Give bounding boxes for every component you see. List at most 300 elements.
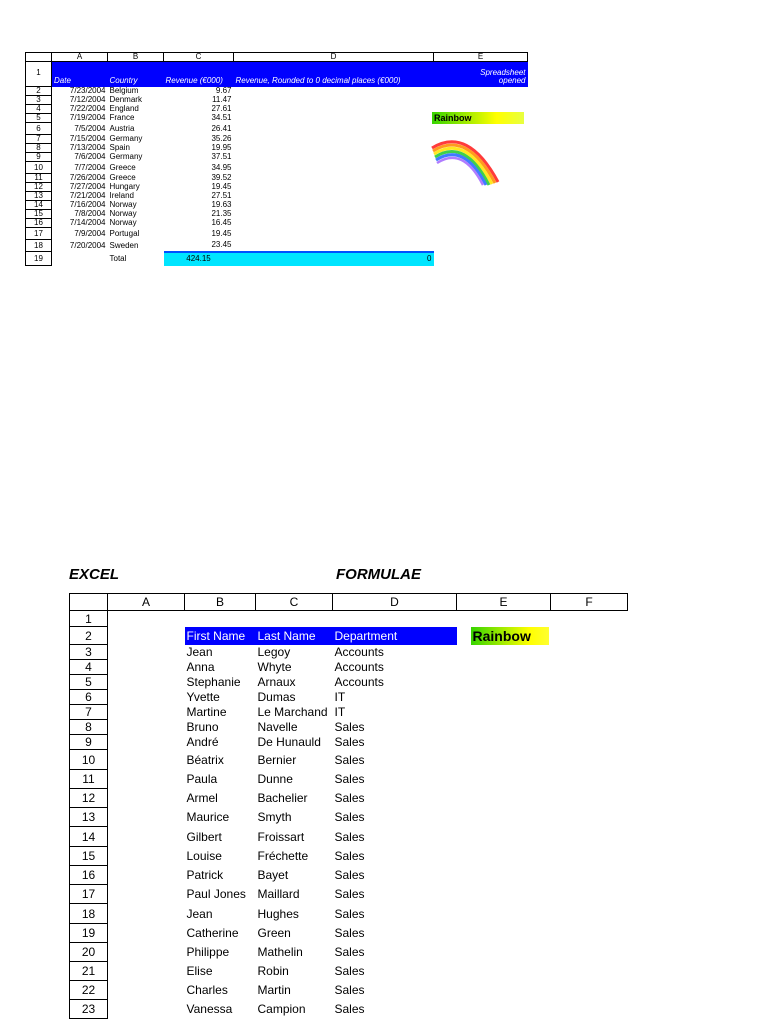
last-name-cell[interactable]: Bachelier [257,791,308,805]
row-number[interactable]: 3 [26,96,52,105]
last-name-cell[interactable]: Bernier [257,752,297,767]
total-rounded[interactable]: 0 [234,252,434,266]
country-cell[interactable]: Hungary [109,182,140,191]
first-name-cell[interactable]: André [186,735,219,749]
table-row [70,720,628,735]
last-name-cell[interactable]: Dumas [257,690,296,704]
revenue-cell[interactable]: 21.35 [211,209,232,218]
last-name-cell[interactable]: De Hunauld [257,735,321,749]
row-number[interactable]: 12 [26,183,52,192]
cell-a[interactable] [108,660,185,675]
department-cell[interactable]: IT [334,705,346,719]
column-header-a[interactable]: A [108,594,185,611]
header-opened-line2: opened [498,75,526,85]
rounded-cell[interactable] [234,228,434,240]
row-number[interactable]: 18 [26,240,52,252]
first-name-cell[interactable]: Bruno [186,720,219,734]
cell-e[interactable] [457,885,551,904]
cell-f[interactable] [551,645,628,660]
first-name-cell[interactable]: Armel [186,791,218,805]
row-number[interactable]: 8 [26,144,52,153]
table-row [70,735,628,750]
cell-f[interactable] [551,735,628,750]
revenue-cell[interactable]: 39.52 [211,173,232,182]
last-name-cell[interactable]: Campion [257,1002,306,1016]
cell-a[interactable] [108,675,185,690]
country-cell[interactable]: Norway [109,200,137,209]
table-row [70,675,628,690]
department-cell[interactable]: Sales [334,926,365,940]
date-cell[interactable]: 7/9/2004 [74,228,106,238]
first-name-cell[interactable]: Yvette [186,690,220,704]
cell-e[interactable] [457,660,551,675]
cell-a[interactable] [108,705,185,720]
date-cell[interactable]: 7/15/2004 [69,134,106,143]
cell-e[interactable] [457,627,551,645]
table-row [70,690,628,705]
last-name-cell[interactable]: Green [257,926,291,940]
first-name-cell[interactable]: Jean [186,906,213,921]
row-number[interactable]: 8 [70,720,108,735]
cell-a[interactable] [108,924,185,943]
cell-e[interactable] [457,962,551,981]
table-row [70,981,628,1000]
cell-a[interactable] [108,750,185,770]
row-number[interactable]: 14 [70,827,108,847]
revenue-cell[interactable]: 27.61 [211,104,232,113]
revenue-cell[interactable]: 19.45 [211,228,232,238]
cell-e[interactable] [457,611,551,627]
country-cell[interactable]: Greece [109,162,136,172]
first-name-cell[interactable]: Louise [186,849,222,863]
country-cell[interactable]: Belgium [109,86,139,95]
row-number[interactable]: 4 [70,660,108,675]
table-row [70,645,628,660]
first-name-cell[interactable]: Jean [186,645,213,659]
last-name-cell[interactable]: Navelle [257,720,298,734]
revenue-cell[interactable]: 34.95 [211,162,232,172]
cell-f[interactable] [551,611,628,627]
country-cell[interactable]: Spain [109,143,130,152]
cell-e[interactable] [457,735,551,750]
first-name-cell[interactable]: Paul Jones [186,887,246,901]
table-row [26,96,528,105]
cell-e[interactable] [457,789,551,808]
department-cell[interactable]: Sales [334,1002,365,1016]
column-header-d[interactable]: D [333,594,457,611]
first-name-cell[interactable]: Elise [186,964,213,978]
row-number[interactable]: 7 [70,705,108,720]
cell-f[interactable] [551,690,628,705]
revenue-cell[interactable]: 9.67 [215,86,232,95]
date-cell[interactable]: 7/20/2004 [69,240,106,250]
date-cell[interactable]: 7/19/2004 [69,113,106,122]
department-cell[interactable]: Sales [334,829,365,844]
cell-a[interactable] [108,770,185,789]
column-header-c[interactable]: C [256,594,333,611]
revenue-cell[interactable]: 19.95 [211,143,232,152]
cell-a[interactable] [108,735,185,750]
revenue-cell[interactable]: 19.63 [211,200,232,209]
cell-f[interactable] [551,885,628,904]
last-name-cell[interactable]: Robin [257,964,289,978]
revenue-cell[interactable]: 11.47 [212,95,232,104]
department-cell[interactable]: Sales [334,964,365,978]
date-cell[interactable]: 7/6/2004 [74,152,106,161]
select-all-corner[interactable] [70,594,108,611]
cell-e[interactable] [457,981,551,1000]
country-cell[interactable]: Ireland [109,191,134,200]
total-label[interactable]: Total [109,253,127,263]
first-name-cell[interactable]: Gilbert [186,829,222,844]
cell-f[interactable] [551,789,628,808]
rounded-cell[interactable] [234,201,434,210]
country-cell[interactable]: Greece [109,173,136,182]
cell-a[interactable] [108,789,185,808]
row-number[interactable]: 2 [70,627,108,645]
department-cell[interactable]: Department [333,627,457,645]
date-cell[interactable]: 7/27/2004 [69,182,106,191]
rainbow-label-cell[interactable]: Rainbow [432,112,524,124]
cell-a[interactable] [108,904,185,924]
first-name-cell[interactable]: Charles [186,983,228,997]
department-cell[interactable] [333,611,457,627]
table-row [26,192,528,201]
header-revenue-rounded[interactable]: Revenue, Rounded to 0 decimal places (€000) [234,62,434,87]
department-cell[interactable]: Sales [334,772,365,786]
column-header-e[interactable]: E [457,594,551,611]
revenue-cell[interactable]: 35.26 [211,134,232,143]
cell-f[interactable] [551,827,628,847]
cell-a[interactable] [108,981,185,1000]
cell-e[interactable] [457,943,551,962]
row-number[interactable]: 19 [26,252,52,266]
date-cell[interactable]: 7/23/2004 [69,86,106,95]
header-date[interactable]: Date [52,62,108,87]
table-row [70,705,628,720]
cell-a[interactable] [108,885,185,904]
date-cell[interactable]: 7/13/2004 [69,143,106,152]
title-formulae: FORMULAE [336,566,421,583]
first-name-cell[interactable] [185,611,256,627]
country-cell[interactable]: Germany [109,134,143,143]
cell-e[interactable] [457,808,551,827]
column-header-d[interactable]: D [234,53,434,62]
row-number[interactable]: 17 [70,885,108,904]
cell-f[interactable] [551,770,628,789]
row-number[interactable]: 16 [26,219,52,228]
cell-e[interactable] [457,770,551,789]
select-all-corner[interactable] [26,53,52,62]
first-name-cell[interactable]: Stephanie [186,675,241,689]
cell-e[interactable] [457,750,551,770]
row-number[interactable]: 3 [70,645,108,660]
rounded-cell[interactable] [234,174,434,183]
row-number[interactable]: 11 [70,770,108,789]
cell-a[interactable] [108,645,185,660]
first-name-cell[interactable]: Béatrix [186,752,224,767]
rounded-cell[interactable] [234,135,434,144]
department-cell[interactable]: Sales [334,887,365,901]
revenue-cell[interactable]: 19.45 [211,182,232,191]
country-cell[interactable]: Sweden [109,240,139,250]
cell-f[interactable] [551,962,628,981]
cell-a[interactable] [108,1000,185,1019]
row-number[interactable]: 7 [26,135,52,144]
last-name-cell[interactable]: Whyte [257,660,292,674]
last-name-cell[interactable]: Hughes [257,906,299,921]
cell-e[interactable] [457,645,551,660]
revenue-cell[interactable]: 37.51 [211,152,232,161]
country-cell[interactable]: France [109,113,135,122]
first-name-cell[interactable]: Vanessa [186,1002,233,1016]
first-name-cell[interactable]: First Name [185,627,256,645]
department-cell[interactable]: Sales [334,868,365,882]
row-number[interactable]: 11 [26,174,52,183]
last-name-cell[interactable]: Fréchette [257,849,309,863]
last-name-cell[interactable]: Mathelin [257,945,303,959]
row-number[interactable]: 15 [26,210,52,219]
opened-cell[interactable] [434,87,528,96]
table-row [70,808,628,827]
department-cell[interactable]: Sales [334,752,365,767]
row-number[interactable]: 23 [70,1000,108,1019]
cell-e[interactable] [457,705,551,720]
cell-a[interactable] [108,720,185,735]
row-number[interactable]: 1 [70,611,108,627]
cell-a[interactable] [108,847,185,866]
row-number[interactable]: 10 [26,162,52,174]
total-opened-cell[interactable] [434,252,528,266]
department-cell[interactable]: Sales [334,849,365,863]
first-name-cell[interactable]: Paula [186,772,218,786]
row-number[interactable]: 6 [26,123,52,135]
row-number[interactable]: 4 [26,105,52,114]
header-spreadsheet-opened[interactable] [434,62,528,87]
cell-a[interactable] [108,690,185,705]
country-cell[interactable]: Portugal [109,228,140,238]
row-number[interactable]: 5 [70,675,108,690]
country-cell[interactable]: England [109,104,139,113]
cell-a[interactable] [108,827,185,847]
department-cell[interactable]: Sales [334,983,365,997]
revenue-cell[interactable]: 26.41 [211,123,232,133]
opened-cell[interactable] [434,96,528,105]
last-name-cell[interactable]: Bayet [257,868,289,882]
row-number[interactable]: 15 [70,847,108,866]
cell-f[interactable] [551,924,628,943]
last-name-cell[interactable]: Le Marchand [257,705,328,719]
row-number[interactable]: 2 [26,87,52,96]
cell-f[interactable] [551,627,628,645]
column-header-row [70,594,628,611]
rounded-cell[interactable] [234,153,434,162]
revenue-cell[interactable]: 27.51 [211,191,232,200]
cell-f[interactable] [551,660,628,675]
date-cell[interactable]: 7/12/2004 [69,95,106,104]
column-header-f[interactable]: F [551,594,628,611]
cell-a[interactable] [108,611,185,627]
opened-cell[interactable] [434,201,528,210]
first-name-cell[interactable]: Martine [186,705,227,719]
row-number[interactable]: 14 [26,201,52,210]
rainbow-image[interactable] [428,132,504,186]
cell-f[interactable] [551,847,628,866]
department-cell[interactable]: Accounts [334,675,384,689]
column-header-b[interactable]: B [185,594,256,611]
row-number[interactable]: 5 [26,114,52,123]
department-cell[interactable]: IT [334,690,346,704]
rounded-cell[interactable] [234,96,434,105]
cell-a[interactable] [108,808,185,827]
opened-cell[interactable] [434,210,528,219]
date-cell[interactable]: 7/8/2004 [74,209,106,218]
column-header-e[interactable]: E [434,53,528,62]
rounded-cell[interactable] [234,105,434,114]
date-cell[interactable]: 7/16/2004 [69,200,106,209]
first-name-cell[interactable]: Maurice [186,810,230,824]
row-number[interactable]: 13 [70,808,108,827]
row-number[interactable]: 1 [26,62,52,87]
cell-e[interactable] [457,720,551,735]
department-cell[interactable]: Accounts [334,645,384,659]
cell-e[interactable] [457,827,551,847]
opened-cell[interactable] [434,228,528,240]
column-header-row [26,53,528,62]
date-cell[interactable]: 7/21/2004 [69,191,106,200]
rounded-cell[interactable] [234,144,434,153]
department-cell[interactable]: Sales [334,735,365,749]
table-row [26,219,528,228]
cell-f[interactable] [551,808,628,827]
last-name-cell[interactable]: Legoy [257,645,291,659]
revenue-cell[interactable]: 34.51 [211,113,232,122]
country-cell[interactable]: Denmark [109,95,142,104]
row-number[interactable]: 20 [70,943,108,962]
department-cell[interactable]: Sales [334,791,365,805]
cell-e[interactable] [457,904,551,924]
last-name-cell[interactable]: Froissart [257,829,305,844]
rounded-cell[interactable] [234,219,434,228]
date-cell[interactable]: 7/14/2004 [69,218,106,227]
first-name-cell[interactable]: Anna [186,660,215,674]
row-number[interactable]: 21 [70,962,108,981]
cell-f[interactable] [551,705,628,720]
rounded-cell[interactable] [234,210,434,219]
row-number[interactable]: 17 [26,228,52,240]
header-revenue[interactable]: Revenue (€000) [164,62,234,87]
row-number[interactable]: 22 [70,981,108,1000]
date-cell[interactable]: 7/7/2004 [74,162,106,172]
cell-f[interactable] [551,866,628,885]
rounded-cell[interactable] [234,162,434,174]
date-cell[interactable]: 7/22/2004 [69,104,106,113]
cell-e[interactable] [457,675,551,690]
cell-f[interactable] [551,675,628,690]
last-name-cell[interactable]: Last Name [256,627,333,645]
country-cell[interactable]: Austria [109,123,135,133]
cell-f[interactable] [551,1000,628,1019]
row-number[interactable]: 19 [70,924,108,943]
department-cell[interactable]: Sales [334,720,365,734]
column-header-c[interactable]: C [164,53,234,62]
last-name-cell[interactable]: Maillard [257,887,300,901]
row-number[interactable]: 6 [70,690,108,705]
department-cell[interactable]: Sales [334,945,365,959]
last-name-cell[interactable]: Dunne [257,772,293,786]
cell-e[interactable] [457,847,551,866]
row-number[interactable]: 9 [70,735,108,750]
row-number[interactable]: 9 [26,153,52,162]
opened-cell[interactable] [434,192,528,201]
rounded-cell[interactable] [234,183,434,192]
header-country[interactable]: Country [108,62,164,87]
rounded-cell[interactable] [234,114,434,123]
cell-f[interactable] [551,981,628,1000]
cell-f[interactable] [551,750,628,770]
cell-a[interactable] [108,943,185,962]
department-cell[interactable]: Accounts [334,660,384,674]
row-number[interactable]: 16 [70,866,108,885]
date-cell[interactable]: 7/26/2004 [69,173,106,182]
first-name-cell[interactable]: Philippe [186,945,230,959]
cell-e[interactable] [457,866,551,885]
rounded-cell[interactable] [234,123,434,135]
total-revenue[interactable]: 424.15 [164,252,234,266]
table-row [70,789,628,808]
country-cell[interactable]: Norway [109,218,137,227]
cell-a[interactable] [108,627,185,645]
column-header-b[interactable]: B [108,53,164,62]
cell-f[interactable] [551,720,628,735]
first-name-cell[interactable]: Catherine [186,926,239,940]
row-number[interactable]: 13 [26,192,52,201]
cell-e[interactable] [457,924,551,943]
table-row [70,750,628,770]
cell-e[interactable] [457,1000,551,1019]
first-name-cell[interactable]: Patrick [186,868,224,882]
last-name-cell[interactable]: Smyth [257,810,292,824]
rounded-cell[interactable] [234,192,434,201]
country-cell[interactable]: Germany [109,152,143,161]
revenue-cell[interactable]: 23.45 [211,240,232,249]
row-number[interactable]: 12 [70,789,108,808]
cell-a[interactable] [108,866,185,885]
row-number[interactable]: 18 [70,904,108,924]
date-cell[interactable]: 7/5/2004 [74,123,106,133]
cell-f[interactable] [551,904,628,924]
cell-e[interactable] [457,690,551,705]
last-name-cell[interactable] [256,611,333,627]
cell-f[interactable] [551,943,628,962]
table-row [70,904,628,924]
total-empty-cell[interactable] [52,252,108,266]
rounded-cell[interactable] [234,240,434,252]
cell-a[interactable] [108,962,185,981]
row-number[interactable]: 10 [70,750,108,770]
revenue-cell[interactable]: 16.45 [211,218,232,227]
column-header-a[interactable]: A [52,53,108,62]
rounded-cell[interactable] [234,87,434,96]
country-cell[interactable]: Norway [109,209,137,218]
department-cell[interactable]: Sales [334,810,365,824]
department-cell[interactable]: Sales [334,906,365,921]
table-row [70,1000,628,1019]
opened-cell[interactable] [434,219,528,228]
opened-cell[interactable] [434,240,528,252]
last-name-cell[interactable]: Martin [257,983,291,997]
last-name-cell[interactable]: Arnaux [257,675,296,689]
